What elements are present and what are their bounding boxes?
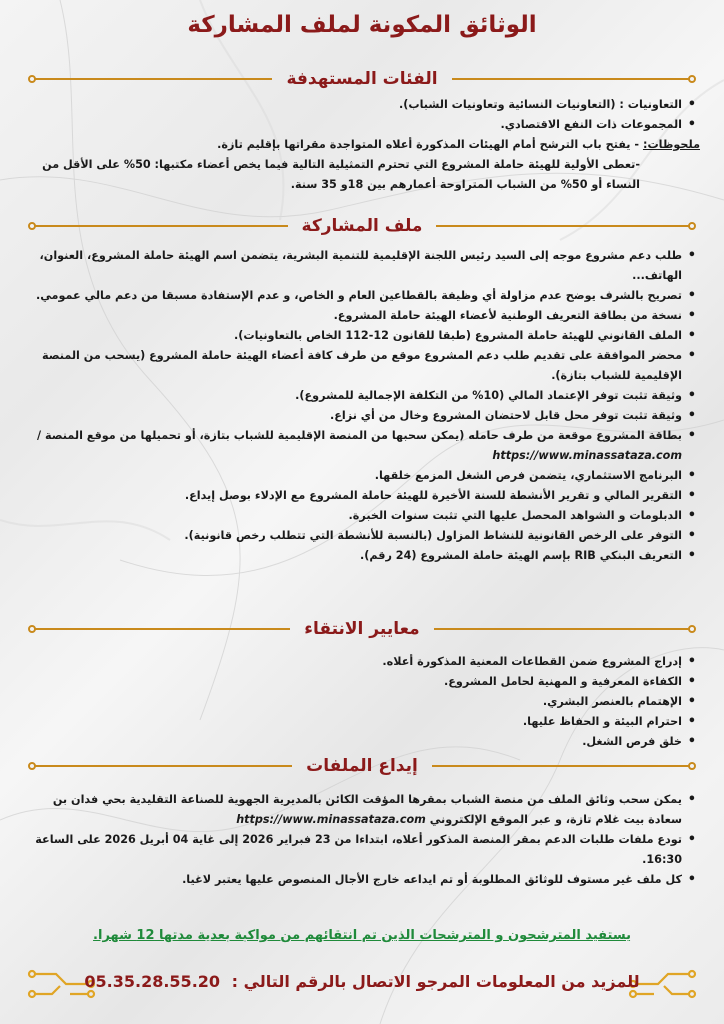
list-item: • وثيقة تثبت توفر الإعتماد المالي (10% من التكلفة الإجمالية للمشروع). [24,386,682,406]
list-item: • الإهتمام بالعنصر البشري. [24,692,682,712]
divider-left [30,628,290,630]
section-header-deposit [30,751,694,781]
list-item: • التوفر على الرخص القانونية للنشاط المزاول (بالنسبة للأنشطة التي تتطلب رخص قانونية). [24,526,682,546]
targets-content [24,95,700,195]
divider-right [432,765,694,767]
list-item: • احترام البيئة و الحفاظ عليها. [24,712,682,732]
list-item [24,790,682,830]
list-item [24,426,682,466]
list-item: • التعريف البنكي RIB بإسم الهيئة حاملة المشروع (24 رقم). [24,546,682,566]
criteria-content [24,652,700,752]
notes-label: ملحوظات: [642,138,700,151]
website-url[interactable]: https://www.minassataza.com [236,813,426,826]
note-2: -تعطى الأولية للهيئة حاملة المشروع التي تحترم التمثيلية التالية فيما يخص أعضاء مكتبها: 50% على الأقل من النساء أو 50% من الشباب المتراوحة أعمارهم بين 18و 35 سنة. [42,158,640,191]
section-title-deposit: إيداع الملفات [306,756,418,776]
phone-number[interactable]: 05.35.28.55.20 [84,972,221,991]
divider-right [452,78,694,80]
list-item: • إدراج المشروع ضمن القطاعات المعنية المذكورة أعلاه. [24,652,682,672]
platform-url[interactable]: https://www.minassataza.com [492,449,682,462]
contact-line [20,972,704,991]
section-header-criteria [30,614,694,644]
section-title-criteria: معايير الانتقاء [304,619,420,639]
file-content [24,246,700,566]
list-item: • تودع ملفات طلبات الدعم بمقر المنصة المذكور أعلاه، ابتداءا من 23 فبراير 2026 إلى غاية 04 أبريل 2026 على الساعة 16:30. [24,830,682,870]
list-item: • طلب دعم مشروع موجه إلى السيد رئيس اللجنة الإقليمية للتنمية البشرية، يتضمن اسم الهيئة حاملة المشروع، العنوان، الهاتف... [24,246,682,286]
divider-right [436,225,694,227]
list-item: • الدبلومات و الشواهد المحصل عليها التي تثبت سنوات الخبرة. [24,506,682,526]
list-item: • كل ملف غير مستوف للوثائق المطلوبة أو تم ايداعه خارج الأجال المنصوص عليها يعتبر لاغيا. [24,870,682,890]
list-item: • تصريح بالشرف يوضح عدم مزاولة أي وظيفة بالقطاعين العام و الخاص، و عدم الإستفادة مسبقا من دعم مالي عمومي. [24,286,682,306]
section-title-file: ملف المشاركة [301,216,423,236]
list-item: • الكفاءة المعرفية و المهنية لحامل المشروع. [24,672,682,692]
note-1: - يفتح باب الترشح أمام الهيئات المذكورة أعلاه المتواجدة مقراتها بإقليم تازة. [217,138,640,151]
list-item-text: يمكن سحب وثائق الملف من منصة الشباب بمقرها المؤقت الكائن بالمديرية الجهوية للصناعة التقليدية بحي فدان بن سعادة بيت غلام تازة، و عبر الموقع الإلكتروني [52,793,682,826]
targets-list [24,95,700,135]
list-item: • التعاونيات : (التعاونيات النسائية وتعاونيات الشباب). [24,95,682,115]
divider-left [30,78,272,80]
divider-left [30,225,288,227]
deposit-list [24,790,700,890]
benefit-notice: يستفيد المترشحون و المترشحات الذين تم انتقائهم من مواكبة بعدية مدتها 12 شهرا. [93,928,631,943]
list-item: • التقرير المالي و تقرير الأنشطة للسنة الأخيرة للهيئة حاملة المشروع مع الإدلاء بوصل إيداع. [24,486,682,506]
section-title-targets: الفئات المستهدفة [286,69,438,89]
list-item: • الملف القانوني للهيئة حاملة المشروع (طبقا للقانون 12-112 الخاص بالتعاونيات). [24,326,682,346]
list-item: • نسخة من بطاقة التعريف الوطنية لأعضاء الهيئة حاملة المشروع. [24,306,682,326]
list-item: • المجموعات ذات النفع الاقتصادي. [24,115,682,135]
divider-right [434,628,694,630]
list-item-text: بطاقة المشروع موقعة من طرف حامله (يمكن سحبها من المنصة الإقليمية للشباب بتازة، أو تحميلها من موقع المنصة / [37,429,682,442]
divider-left [30,765,292,767]
section-header-file [30,211,694,241]
deposit-content [24,790,700,890]
criteria-list [24,652,700,752]
file-list [24,246,700,566]
page-title: الوثائق المكونة لملف المشاركة [187,12,537,38]
contact-label: للمزيد من المعلومات المرجو الاتصال بالرقم التالي : [231,972,640,991]
list-item: • البرنامج الاستثماري، يتضمن فرص الشغل المزمع خلقها. [24,466,682,486]
list-item: • وثيقة تثبت توفر محل قابل لاحتضان المشروع وخال من أي نزاع. [24,406,682,426]
list-item: • خلق فرص الشغل. [24,732,682,752]
notes [24,135,700,155]
list-item: • محضر الموافقة على تقديم طلب دعم المشروع موقع من طرف كافة أعضاء الهيئة حاملة المشروع (يسحب من المنصة الإقليمية للشباب بتازة). [24,346,682,386]
section-header-targets [30,64,694,94]
